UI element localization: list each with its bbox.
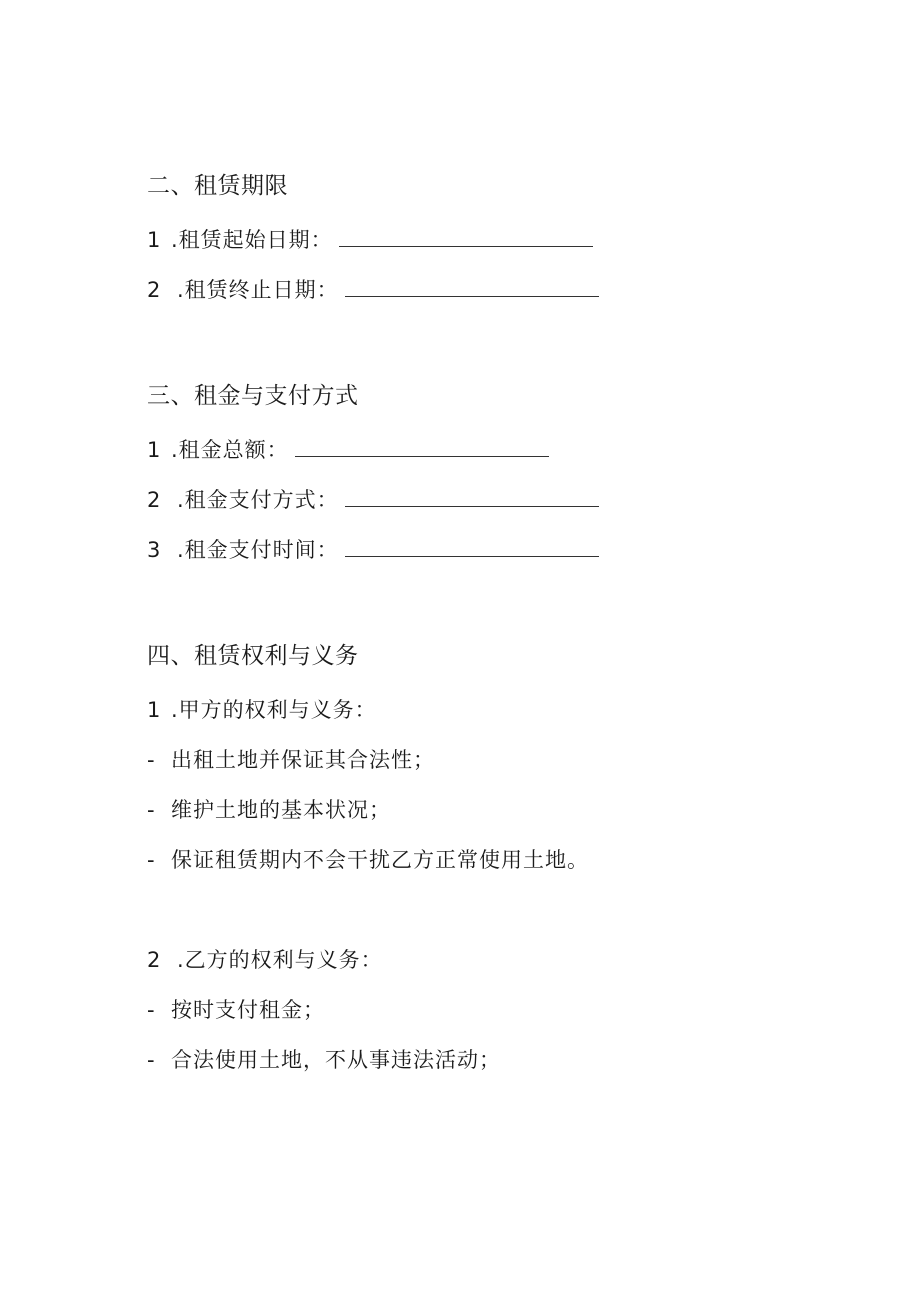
list-item bbox=[147, 996, 325, 1024]
item-number: 2 bbox=[147, 278, 162, 302]
lease-end-date-blank[interactable] bbox=[345, 276, 599, 297]
dash-bullet: - bbox=[147, 998, 156, 1022]
dash-bullet: - bbox=[147, 1048, 156, 1072]
list-item-text: 维护土地的基本状况； bbox=[171, 798, 391, 822]
dash-bullet: - bbox=[147, 748, 156, 772]
list-item bbox=[147, 796, 391, 824]
list-item-text: 合法使用土地，不从事违法活动； bbox=[171, 1048, 501, 1072]
list-item-text: 出租土地并保证其合法性； bbox=[171, 748, 435, 772]
lease-start-date-blank[interactable] bbox=[339, 226, 593, 247]
dash-bullet: - bbox=[147, 848, 156, 872]
rent-payment-method-blank[interactable] bbox=[345, 486, 599, 507]
rent-payment-method-label: .租金支付方式： bbox=[177, 488, 339, 512]
item-number: 1 bbox=[147, 698, 162, 722]
party-b-label: .乙方的权利与义务： bbox=[177, 948, 383, 972]
rent-payment-time-blank[interactable] bbox=[345, 536, 599, 557]
list-item bbox=[147, 1046, 501, 1074]
lease-end-date-row bbox=[147, 276, 599, 304]
list-item bbox=[147, 846, 589, 874]
list-item-text: 按时支付租金； bbox=[171, 998, 325, 1022]
list-item-text: 保证租赁期内不会干扰乙方正常使用土地。 bbox=[171, 848, 589, 872]
party-b-heading bbox=[147, 946, 383, 974]
rent-total-label: .租金总额： bbox=[171, 438, 289, 462]
rent-total-row bbox=[147, 436, 549, 464]
section-heading-lease-term: 二、租赁期限 bbox=[147, 173, 288, 199]
item-number: 2 bbox=[147, 948, 162, 972]
rent-payment-time-label: .租金支付时间： bbox=[177, 538, 339, 562]
section-heading-rights-obligations: 四、租赁权利与义务 bbox=[147, 643, 359, 669]
rent-payment-method-row bbox=[147, 486, 599, 514]
lease-start-date-label: .租赁起始日期： bbox=[171, 228, 333, 252]
lease-end-date-label: .租赁终止日期： bbox=[177, 278, 339, 302]
item-number: 2 bbox=[147, 488, 162, 512]
rent-total-blank[interactable] bbox=[295, 436, 549, 457]
party-a-heading bbox=[147, 696, 377, 724]
dash-bullet: - bbox=[147, 798, 156, 822]
rent-payment-time-row bbox=[147, 536, 599, 564]
item-number: 1 bbox=[147, 438, 162, 462]
section-heading-rent-payment: 三、租金与支付方式 bbox=[147, 383, 359, 409]
list-item bbox=[147, 746, 435, 774]
item-number: 1 bbox=[147, 228, 162, 252]
item-number: 3 bbox=[147, 538, 162, 562]
lease-start-date-row bbox=[147, 226, 593, 254]
party-a-label: .甲方的权利与义务： bbox=[171, 698, 377, 722]
